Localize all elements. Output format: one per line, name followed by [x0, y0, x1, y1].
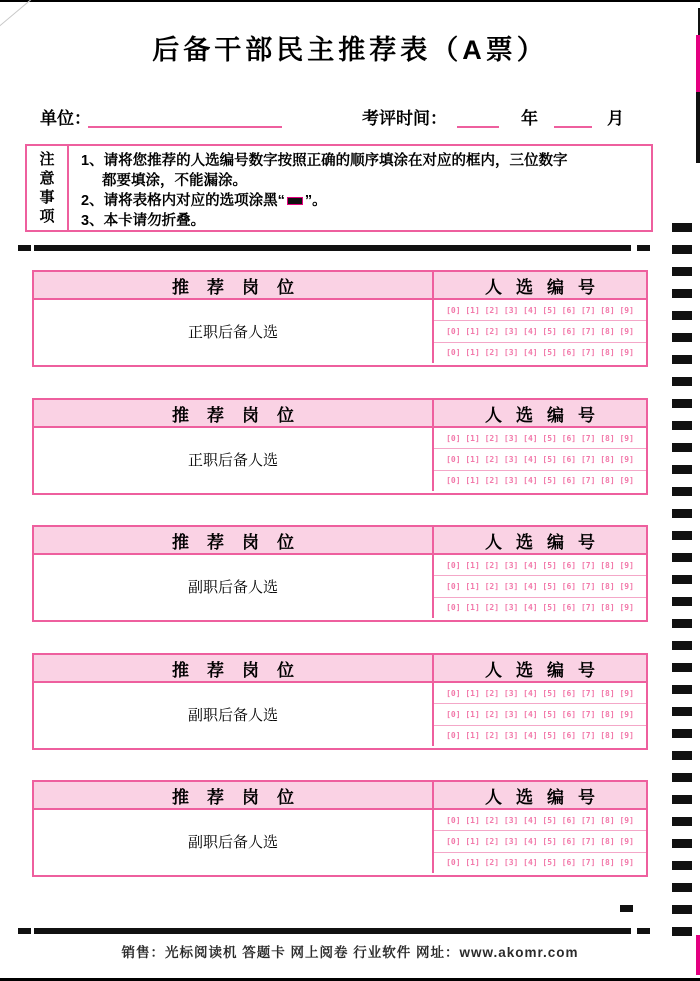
right-edge-black-strip: [696, 92, 700, 163]
notice-item-1-line-1: 1、请将您推荐的人选编号数字按照正确的顺序填涂在对应的框内，三位数字: [81, 153, 568, 169]
position-label: 正职后备人选: [34, 428, 434, 491]
year-input-blank[interactable]: [457, 126, 499, 128]
timing-mark: [672, 509, 692, 518]
timing-mark: [672, 839, 692, 848]
notice-item-2-prefix: 2、请将表格内对应的选项涂黑“: [81, 193, 285, 209]
notice-item-2-suffix: ”。: [304, 193, 327, 209]
candidate-number-bubble-row[interactable]: [0] [1] [2] [3] [4] [5] [6] [7] [8] [9]: [434, 704, 646, 725]
candidate-number-bubble-row[interactable]: [0] [1] [2] [3] [4] [5] [6] [7] [8] [9]: [434, 555, 646, 576]
table-header-row: [34, 782, 646, 810]
timing-mark: [672, 311, 692, 320]
bubble-grid: [434, 810, 646, 873]
bubble-grid: [434, 300, 646, 363]
column-header-position: 推荐岗位: [34, 782, 434, 808]
card-top-edge: [0, 0, 700, 2]
table-body-row: [34, 683, 646, 746]
table-body-row: [34, 428, 646, 491]
right-edge-magenta-strip-top: [696, 35, 700, 92]
timing-mark: [672, 751, 692, 760]
sync-bar-top: [34, 245, 631, 251]
timing-mark: [672, 795, 692, 804]
timing-mark: [672, 575, 692, 584]
table-body-row: [34, 810, 646, 873]
column-header-position: 推荐岗位: [34, 655, 434, 681]
calibration-dash: [620, 905, 633, 912]
table-header-row: [34, 400, 646, 428]
timing-mark: [672, 487, 692, 496]
cut-corner-mark: [0, 0, 38, 28]
column-header-position: 推荐岗位: [34, 527, 434, 553]
month-input-blank[interactable]: [554, 126, 592, 128]
unit-label: 单位：: [40, 109, 91, 128]
candidate-number-bubble-row[interactable]: [0] [1] [2] [3] [4] [5] [6] [7] [8] [9]: [446, 731, 634, 741]
timing-mark: [672, 399, 692, 408]
timing-mark: [672, 707, 692, 716]
sync-dash-right-bottom: [637, 928, 650, 934]
bubble-grid: [434, 555, 646, 618]
timing-mark: [672, 861, 692, 870]
timing-mark: [672, 465, 692, 474]
vendor-footer: 销售：光标阅读机 答题卡 网上阅卷 行业软件 网址：www.akomr.com: [121, 945, 579, 960]
timing-mark: [672, 773, 692, 782]
recommendation-table-5: [32, 780, 648, 877]
table-header-row: [34, 655, 646, 683]
timing-mark: [672, 267, 692, 276]
timing-mark: [672, 421, 692, 430]
timing-mark: [672, 685, 692, 694]
timing-mark: [672, 883, 692, 892]
bubble-grid: [434, 683, 646, 746]
page-title: 后备干部民主推荐表（A票）: [152, 35, 548, 65]
candidate-number-bubble-row[interactable]: [0] [1] [2] [3] [4] [5] [6] [7] [8] [9]: [434, 576, 646, 597]
candidate-number-bubble-row[interactable]: [0] [1] [2] [3] [4] [5] [6] [7] [8] [9]: [446, 476, 634, 486]
notice-instructions: [69, 146, 651, 230]
candidate-number-bubble-row[interactable]: [0] [1] [2] [3] [4] [5] [6] [7] [8] [9]: [446, 603, 634, 613]
timing-mark: [672, 729, 692, 738]
timing-mark: [672, 443, 692, 452]
position-label: 正职后备人选: [34, 300, 434, 363]
candidate-number-bubble-row[interactable]: [0] [1] [2] [3] [4] [5] [6] [7] [8] [9]: [434, 321, 646, 342]
candidate-number-bubble-row[interactable]: [0] [1] [2] [3] [4] [5] [6] [7] [8] [9]: [434, 428, 646, 449]
timing-mark: [672, 927, 692, 936]
position-label: 副职后备人选: [34, 810, 434, 873]
candidate-number-bubble-row[interactable]: [0] [1] [2] [3] [4] [5] [6] [7] [8] [9]: [434, 810, 646, 831]
table-header-row: [34, 527, 646, 555]
candidate-number-bubble-row[interactable]: [0] [1] [2] [3] [4] [5] [6] [7] [8] [9]: [446, 858, 634, 868]
sync-dash-left-top: [18, 245, 31, 251]
timing-mark: [672, 817, 692, 826]
column-header-candidate-number: 人选编号: [485, 660, 609, 680]
timing-mark: [672, 597, 692, 606]
recommendation-table-3: [32, 525, 648, 622]
notice-item-2: [81, 191, 641, 211]
table-header-row: [34, 272, 646, 300]
unit-input-blank[interactable]: [88, 126, 282, 128]
candidate-number-bubble-row[interactable]: [0] [1] [2] [3] [4] [5] [6] [7] [8] [9]: [434, 683, 646, 704]
column-header-candidate-number: 人选编号: [485, 532, 609, 552]
year-label: 年: [521, 109, 538, 128]
column-header-candidate-number: 人选编号: [485, 405, 609, 425]
notice-item-3: 3、本卡请勿折叠。: [81, 213, 206, 229]
recommendation-table-4: [32, 653, 648, 750]
table-body-row: [34, 555, 646, 618]
notice-side-header: [27, 146, 69, 230]
column-header-candidate-number: 人选编号: [485, 277, 609, 297]
sync-dash-left-bottom: [18, 928, 31, 934]
bubble-grid: [434, 428, 646, 491]
recommendation-table-1: [32, 270, 648, 367]
timing-mark: [672, 641, 692, 650]
timing-mark: [672, 619, 692, 628]
eval-time-label: 考评时间：: [362, 109, 447, 128]
sync-dash-right-top: [637, 245, 650, 251]
timing-mark: [672, 377, 692, 386]
sync-bar-bottom: [34, 928, 631, 934]
timing-mark: [672, 333, 692, 342]
timing-mark: [672, 905, 692, 914]
timing-mark: [672, 245, 692, 254]
column-header-position: 推荐岗位: [34, 272, 434, 298]
timing-mark: [672, 289, 692, 298]
candidate-number-bubble-row[interactable]: [0] [1] [2] [3] [4] [5] [6] [7] [8] [9]: [434, 449, 646, 470]
notice-box: [25, 144, 653, 232]
candidate-number-bubble-row[interactable]: [0] [1] [2] [3] [4] [5] [6] [7] [8] [9]: [434, 831, 646, 852]
timing-mark: [672, 553, 692, 562]
column-header-candidate-number: 人选编号: [485, 787, 609, 807]
recommendation-table-2: [32, 398, 648, 495]
filled-mark-sample-icon: [287, 197, 303, 205]
notice-side-label: 注意事项: [39, 151, 55, 225]
column-header-position: 推荐岗位: [34, 400, 434, 426]
table-body-row: [34, 300, 646, 363]
position-label: 副职后备人选: [34, 555, 434, 618]
notice-item-1-line-2: 都要填涂，不能漏涂。: [102, 173, 247, 189]
timing-mark: [672, 663, 692, 672]
candidate-number-bubble-row[interactable]: [0] [1] [2] [3] [4] [5] [6] [7] [8] [9]: [446, 348, 634, 358]
timing-mark: [672, 223, 692, 232]
candidate-number-bubble-row[interactable]: [0] [1] [2] [3] [4] [5] [6] [7] [8] [9]: [434, 300, 646, 321]
timing-mark: [672, 355, 692, 364]
timing-mark: [672, 531, 692, 540]
position-label: 副职后备人选: [34, 683, 434, 746]
month-label: 月: [607, 109, 624, 128]
